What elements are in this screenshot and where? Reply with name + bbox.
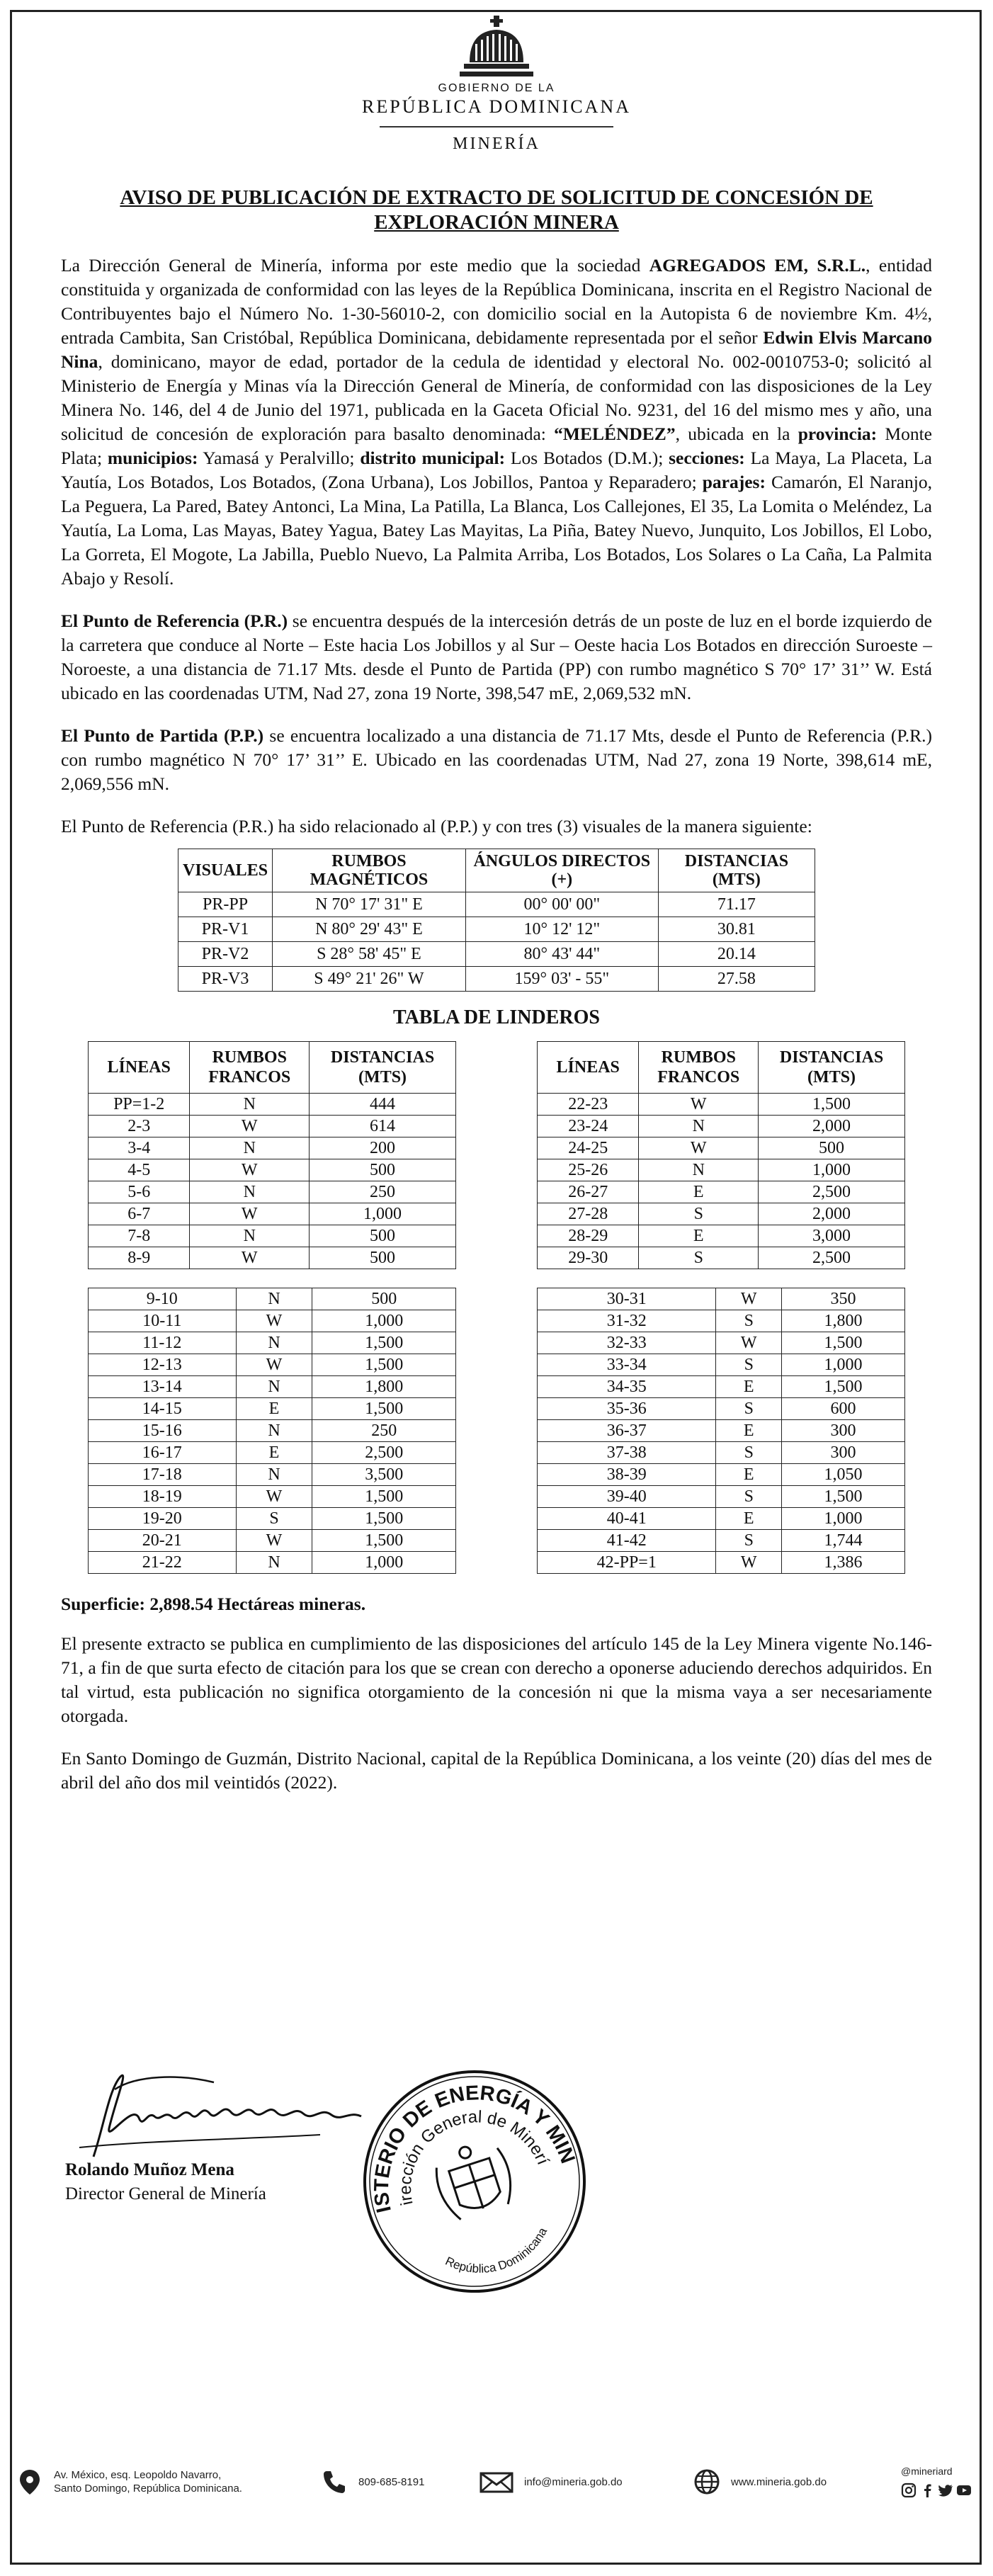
table-cell: 1,500 xyxy=(312,1530,456,1552)
phone-icon xyxy=(320,2468,348,2496)
table-cell: PP=1-2 xyxy=(89,1094,190,1116)
table-cell: W xyxy=(716,1332,782,1354)
table-cell: 12-13 xyxy=(89,1354,237,1376)
table-cell: 1,000 xyxy=(310,1203,456,1225)
table-row xyxy=(89,1288,456,1310)
svg-text:República Dominicana xyxy=(440,2222,557,2288)
facebook-icon[interactable] xyxy=(919,2483,935,2498)
table-cell: N xyxy=(190,1225,310,1247)
table-cell: 40-41 xyxy=(538,1508,716,1530)
table-cell: W xyxy=(716,1552,782,1574)
surface-area: Superficie: 2,898.54 Hectáreas mineras. xyxy=(61,1594,366,1614)
boundaries-header-cell: LÍNEAS xyxy=(538,1042,639,1094)
table-cell: PR-V3 xyxy=(178,967,273,992)
boundaries-table xyxy=(537,1041,905,1269)
table-cell: 1,000 xyxy=(312,1310,456,1332)
table-cell: N xyxy=(236,1332,312,1354)
table-cell: S xyxy=(716,1354,782,1376)
table-cell: E xyxy=(236,1398,312,1420)
table-cell: 500 xyxy=(312,1288,456,1310)
header-divider xyxy=(380,126,613,127)
visuals-header-cell: DISTANCIAS (MTS) xyxy=(658,849,815,892)
table-cell: 41-42 xyxy=(538,1530,716,1552)
table-cell: 10° 12' 12" xyxy=(465,917,658,942)
table-cell: 3,000 xyxy=(759,1225,905,1247)
table-cell: 1,500 xyxy=(782,1332,905,1354)
table-cell: N xyxy=(236,1464,312,1486)
boundaries-tables-bottom xyxy=(88,1288,905,1574)
table-row xyxy=(178,892,815,917)
table-row xyxy=(538,1116,905,1137)
table-row xyxy=(89,1181,456,1203)
table-cell: 13-14 xyxy=(89,1376,237,1398)
table-cell: 300 xyxy=(782,1420,905,1442)
table-cell: 27-28 xyxy=(538,1203,639,1225)
table-row xyxy=(89,1094,456,1116)
table-cell: 4-5 xyxy=(89,1159,190,1181)
table-row xyxy=(538,1552,905,1574)
table-cell: N xyxy=(236,1376,312,1398)
table-cell: W xyxy=(236,1530,312,1552)
table-row xyxy=(538,1181,905,1203)
table-cell: 1,744 xyxy=(782,1530,905,1552)
footer-social: @mineriard xyxy=(901,2465,972,2498)
table-cell: N xyxy=(639,1116,759,1137)
table-cell: 6-7 xyxy=(89,1203,190,1225)
table-row xyxy=(538,1420,905,1442)
table-row xyxy=(89,1508,456,1530)
table-cell: W xyxy=(190,1247,310,1269)
table-cell: 32-33 xyxy=(538,1332,716,1354)
table-cell: 33-34 xyxy=(538,1354,716,1376)
table-cell: S xyxy=(639,1203,759,1225)
table-cell: N xyxy=(190,1181,310,1203)
table-cell: 9-10 xyxy=(89,1288,237,1310)
table-cell: N xyxy=(236,1552,312,1574)
table-cell: PR-PP xyxy=(178,892,273,917)
notice-title: AVISO DE PUBLICACIÓN DE EXTRACTO DE SOLICITUD DE CONCESIÓN DE EXPLORACIÓN MINERA xyxy=(120,186,873,234)
youtube-icon[interactable] xyxy=(956,2483,972,2498)
notice-body xyxy=(61,186,932,1813)
table-row xyxy=(538,1530,905,1552)
table-row xyxy=(538,1225,905,1247)
table-row xyxy=(89,1116,456,1137)
visuals-header-cell: ÁNGULOS DIRECTOS (+) xyxy=(465,849,658,892)
table-row xyxy=(538,1332,905,1354)
table-cell: S xyxy=(716,1530,782,1552)
table-row xyxy=(89,1552,456,1574)
table-row xyxy=(538,1310,905,1332)
table-cell: S xyxy=(639,1247,759,1269)
table-cell: S 49° 21' 26" W xyxy=(273,967,466,992)
table-cell: 11-12 xyxy=(89,1332,237,1354)
boundaries-table-title: TABLA DE LINDEROS xyxy=(392,1006,600,1028)
table-row xyxy=(538,1398,905,1420)
table-cell: 2,500 xyxy=(312,1442,456,1464)
table-cell: E xyxy=(716,1464,782,1486)
table-cell: E xyxy=(236,1442,312,1464)
table-cell: 26-27 xyxy=(538,1181,639,1203)
footer xyxy=(0,2463,993,2548)
table-row xyxy=(538,1094,905,1116)
table-cell: 28-29 xyxy=(538,1225,639,1247)
table-cell: 8-9 xyxy=(89,1247,190,1269)
boundaries-header-cell: RUMBOS FRANCOS xyxy=(190,1042,310,1094)
signature-block xyxy=(0,2061,993,2344)
table-cell: 1,386 xyxy=(782,1552,905,1574)
table-cell: 1,050 xyxy=(782,1464,905,1486)
table-cell: 600 xyxy=(782,1398,905,1420)
table-cell: 350 xyxy=(782,1288,905,1310)
table-row xyxy=(89,1159,456,1181)
table-cell: 14-15 xyxy=(89,1398,237,1420)
visuals-header-cell: RUMBOS MAGNÉTICOS xyxy=(273,849,466,892)
table-cell: 1,000 xyxy=(759,1159,905,1181)
table-cell: E xyxy=(716,1376,782,1398)
footer-phone: 809-685-8191 xyxy=(320,2468,424,2496)
table-cell: 25-26 xyxy=(538,1159,639,1181)
table-cell: 250 xyxy=(310,1181,456,1203)
seal-emblem-icon xyxy=(429,2136,518,2223)
globe-icon xyxy=(693,2468,721,2496)
table-row xyxy=(178,967,815,992)
table-row xyxy=(89,1464,456,1486)
table-cell: E xyxy=(716,1420,782,1442)
table-cell: 1,000 xyxy=(782,1508,905,1530)
table-cell: 1,000 xyxy=(782,1354,905,1376)
table-cell: 500 xyxy=(759,1137,905,1159)
table-row xyxy=(89,1247,456,1269)
email-icon xyxy=(479,2468,514,2496)
table-cell: 38-39 xyxy=(538,1464,716,1486)
table-cell: 80° 43' 44" xyxy=(465,942,658,967)
footer-address: Av. México, esq. Leopoldo Navarro, Santo Domingo, República Dominicana. xyxy=(16,2468,242,2496)
table-cell: N xyxy=(190,1094,310,1116)
signer-title: Director General de Minería xyxy=(65,2184,266,2203)
table-cell: 1,500 xyxy=(312,1332,456,1354)
table-cell: 250 xyxy=(312,1420,456,1442)
table-cell: N xyxy=(639,1159,759,1181)
table-row xyxy=(538,1137,905,1159)
table-cell: 42-PP=1 xyxy=(538,1552,716,1574)
table-row xyxy=(538,1354,905,1376)
table-cell: 34-35 xyxy=(538,1376,716,1398)
table-cell: 20.14 xyxy=(658,942,815,967)
table-cell: 15-16 xyxy=(89,1420,237,1442)
table-cell: W xyxy=(236,1310,312,1332)
table-cell: 1,500 xyxy=(312,1486,456,1508)
boundaries-header-cell: RUMBOS FRANCOS xyxy=(639,1042,759,1094)
visuals-table xyxy=(178,849,815,992)
table-row xyxy=(538,1376,905,1398)
table-cell: 5-6 xyxy=(89,1181,190,1203)
table-row xyxy=(89,1225,456,1247)
table-cell: PR-V1 xyxy=(178,917,273,942)
table-cell: 36-37 xyxy=(538,1420,716,1442)
table-cell: 39-40 xyxy=(538,1486,716,1508)
table-cell: 200 xyxy=(310,1137,456,1159)
table-cell: W xyxy=(639,1094,759,1116)
table-cell: E xyxy=(639,1225,759,1247)
table-cell: S xyxy=(716,1442,782,1464)
table-cell: S xyxy=(236,1508,312,1530)
table-cell: E xyxy=(716,1508,782,1530)
table-row xyxy=(89,1332,456,1354)
paragraph-visuals-intro: El Punto de Referencia (P.R.) ha sido relacionado al (P.P.) y con tres (3) visuales de la manera siguiente: xyxy=(61,816,812,836)
table-cell: E xyxy=(639,1181,759,1203)
paragraph-date-place: En Santo Domingo de Guzmán, Distrito Nacional, capital de la República Dominicana, a los veinte (20) días del mes de abril del año dos mil veintidós (2022). xyxy=(61,1748,932,1793)
footer-website: www.mineria.gob.do xyxy=(693,2468,827,2496)
table-cell: 500 xyxy=(310,1159,456,1181)
table-cell: 31-32 xyxy=(538,1310,716,1332)
official-seal xyxy=(358,2065,591,2298)
table-row xyxy=(89,1530,456,1552)
table-row xyxy=(538,1464,905,1486)
seal-bottom-text: República Dominicana xyxy=(443,2225,550,2276)
table-row xyxy=(538,1247,905,1269)
table-row xyxy=(538,1203,905,1225)
table-cell: PR-V2 xyxy=(178,942,273,967)
table-cell: S xyxy=(716,1310,782,1332)
coat-of-arms-icon xyxy=(460,16,533,78)
table-cell: 27.58 xyxy=(658,967,815,992)
table-row xyxy=(89,1310,456,1332)
table-cell: S xyxy=(716,1398,782,1420)
table-row xyxy=(89,1486,456,1508)
table-cell: 7-8 xyxy=(89,1225,190,1247)
table-cell: 2,500 xyxy=(759,1247,905,1269)
table-cell: 1,500 xyxy=(782,1376,905,1398)
table-cell: W xyxy=(716,1288,782,1310)
table-cell: 21-22 xyxy=(89,1552,237,1574)
table-row xyxy=(89,1420,456,1442)
table-cell: 1,500 xyxy=(312,1398,456,1420)
twitter-icon[interactable] xyxy=(938,2483,953,2498)
table-cell: 37-38 xyxy=(538,1442,716,1464)
footer-email: info@mineria.gob.do xyxy=(479,2468,623,2496)
paragraph-reference-point: El Punto de Referencia (P.R.) se encuentra después de la intercesión detrás de un poste de luz en el borde izquierdo de la carretera que conduce al Norte – Este hacia Los Jobillos y al Sur – Oeste hacia Los Botados en dirección Suroeste – Noroeste, a una distancia de 71.17 Mts. desde el Punto de Partida (PP) con rumbo magnético S 70° 17’ 31’’ W. Está ubicado en las coordenadas UTM, Nad 27, zona 19 Norte, 398,547 mE, 2,069,532 mN. xyxy=(61,611,932,703)
table-row xyxy=(89,1137,456,1159)
table-cell: N xyxy=(190,1137,310,1159)
table-row xyxy=(89,1354,456,1376)
letterhead xyxy=(0,16,993,154)
table-row xyxy=(538,1442,905,1464)
table-cell: 3,500 xyxy=(312,1464,456,1486)
table-cell: 19-20 xyxy=(89,1508,237,1530)
location-pin-icon xyxy=(16,2468,44,2496)
table-row xyxy=(89,1398,456,1420)
seal-outer-text: MINISTERIO DE ENERGÍA Y MINAS xyxy=(370,2082,579,2215)
signer-name: Rolando Muñoz Mena xyxy=(65,2160,234,2179)
table-cell: 30-31 xyxy=(538,1288,716,1310)
table-cell: 20-21 xyxy=(89,1530,237,1552)
table-cell: 1,000 xyxy=(312,1552,456,1574)
table-row xyxy=(538,1508,905,1530)
boundaries-header-cell: DISTANCIAS (MTS) xyxy=(310,1042,456,1094)
table-cell: 1,500 xyxy=(312,1508,456,1530)
table-cell: N 70° 17' 31" E xyxy=(273,892,466,917)
ministry-label: MINERÍA xyxy=(453,135,540,153)
table-row xyxy=(538,1486,905,1508)
table-cell: 444 xyxy=(310,1094,456,1116)
paragraph-publication: El presente extracto se publica en cumplimiento de las disposiciones del artículo 145 de la Ley Minera vigente No.146-71, a fin de que surta efecto de citación para los que se crean con derecho a oponerse aduciendo derechos adquiridos. En tal virtud, esta publicación no significa otorgamiento de la concesión ni que la misma vaya a ser necesariamente otorgada. xyxy=(61,1633,932,1726)
boundaries-header-cell: LÍNEAS xyxy=(89,1042,190,1094)
table-cell: W xyxy=(190,1203,310,1225)
handwritten-signature xyxy=(65,2061,377,2167)
table-cell: 23-24 xyxy=(538,1116,639,1137)
table-cell: 1,800 xyxy=(312,1376,456,1398)
table-cell: W xyxy=(236,1486,312,1508)
table-cell: 2-3 xyxy=(89,1116,190,1137)
table-cell: W xyxy=(639,1137,759,1159)
table-cell: 2,500 xyxy=(759,1181,905,1203)
table-cell: 1,800 xyxy=(782,1310,905,1332)
table-cell: 2,000 xyxy=(759,1203,905,1225)
table-cell: 159° 03' - 55" xyxy=(465,967,658,992)
boundaries-table xyxy=(88,1041,456,1269)
table-row xyxy=(89,1203,456,1225)
boundaries-header-cell: DISTANCIAS (MTS) xyxy=(759,1042,905,1094)
table-cell: 24-25 xyxy=(538,1137,639,1159)
table-cell: 30.81 xyxy=(658,917,815,942)
table-cell: 71.17 xyxy=(658,892,815,917)
table-cell: 500 xyxy=(310,1225,456,1247)
table-cell: W xyxy=(190,1159,310,1181)
visuals-header-cell: VISUALES xyxy=(178,849,273,892)
table-cell: W xyxy=(236,1354,312,1376)
table-cell: 614 xyxy=(310,1116,456,1137)
table-row xyxy=(178,942,815,967)
table-row xyxy=(178,917,815,942)
table-cell: 1,500 xyxy=(759,1094,905,1116)
table-cell: 10-11 xyxy=(89,1310,237,1332)
table-cell: S xyxy=(716,1486,782,1508)
table-cell: 22-23 xyxy=(538,1094,639,1116)
paragraph-starting-point: El Punto de Partida (P.P.) se encuentra localizado a una distancia de 71.17 Mts, desde el Punto de Referencia (P.R.) con rumbo magnético N 70° 17’ 31’’ E. Ubicado en las coordenadas UTM, Nad 27, zona 19 Norte, 398,614 mE, 2,069,556 mN. xyxy=(61,725,932,794)
table-cell: 1,500 xyxy=(782,1486,905,1508)
table-row xyxy=(538,1159,905,1181)
boundaries-tables-top xyxy=(88,1041,905,1269)
table-row xyxy=(89,1376,456,1398)
table-cell: 18-19 xyxy=(89,1486,237,1508)
table-cell: 3-4 xyxy=(89,1137,190,1159)
table-cell: 35-36 xyxy=(538,1398,716,1420)
boundaries-table xyxy=(88,1288,456,1574)
instagram-icon[interactable] xyxy=(901,2483,917,2498)
table-cell: 29-30 xyxy=(538,1247,639,1269)
boundaries-table xyxy=(537,1288,905,1574)
table-cell: 2,000 xyxy=(759,1116,905,1137)
table-cell: 500 xyxy=(310,1247,456,1269)
seal-inner-text: Dirección General de Minería xyxy=(395,2107,553,2208)
table-cell: W xyxy=(190,1116,310,1137)
table-cell: S 28° 58' 45" E xyxy=(273,942,466,967)
table-cell: 300 xyxy=(782,1442,905,1464)
paragraph-intro: La Dirección General de Minería, informa por este medio que la sociedad AGREGADOS EM, S.R.L., entidad constituida y organizada de conformidad con las leyes de la República Dominicana, inscrita en el Registro Nacional de Contribuyentes bajo el Número No. 1-30-56010-2, con domicilio social en la Autopista 6 de noviembre Km. 4½, entrada Cambita, San Cristóbal, República Dominicana, debidamente representada por el señor Edwin Elvis Marcano Nina, dominicano, mayor de edad, portador de la cedula de identidad y electoral No. 002-0010753-0; solicitó al Ministerio de Energía y Minas vía la Dirección General de Minería, de conformidad con las disposiciones de la Ley Minera No. 146, del 4 de Junio del 1971, publicada en la Gaceta Oficial No. 9231, del 16 del mismo mes y año, una solicitud de concesión de exploración para basalto denominada: “MELÉNDEZ”, ubicada en la provincia: Monte Plata; municipios: Yamasá y Peralvillo; distrito municipal: Los Botados (D.M.); secciones: La Maya, La Placeta, La Yautía, Los Botados, Los Botados, (Zona Urbana), Los Jobillos, Pantoa y Reparadero; parajes: Camarón, El Naranjo, La Peguera, La Pared, Batey Antonci, La Mina, La Patilla, La Blanca, Los Callejones, El 35, La Lomita o Meléndez, La Yautía, La Loma, Las Mayas, Batey Yagua, Batey Las Mayitas, La Piña, Batey Nuevo, Junquito, Los Jobillos, El Lobo, La Gorreta, El Mogote, La Jabilla, Pueblo Nuevo, La Palmita Arriba, Los Botados, Los Solares o La Caña, La Palmita Abajo y Resolí. xyxy=(61,255,932,589)
table-cell: N 80° 29' 43" E xyxy=(273,917,466,942)
table-cell: 16-17 xyxy=(89,1442,237,1464)
republic-label: REPÚBLICA DOMINICANA xyxy=(362,96,631,117)
table-cell: N xyxy=(236,1420,312,1442)
table-cell: 00° 00' 00" xyxy=(465,892,658,917)
table-row xyxy=(538,1288,905,1310)
government-label: GOBIERNO DE LA xyxy=(438,82,555,94)
table-cell: 1,500 xyxy=(312,1354,456,1376)
table-cell: 17-18 xyxy=(89,1464,237,1486)
table-row xyxy=(89,1442,456,1464)
table-cell: N xyxy=(236,1288,312,1310)
